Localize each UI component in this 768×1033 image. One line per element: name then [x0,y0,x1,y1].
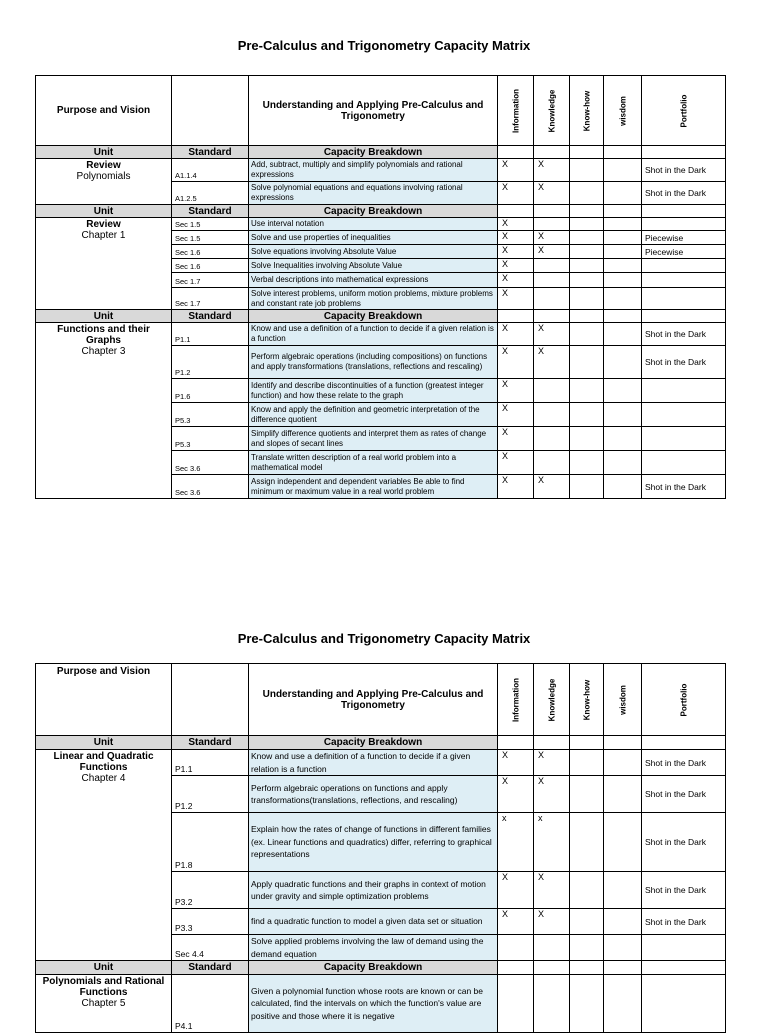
capacity-description: Solve Inequalities involving Absolute Value [249,259,498,273]
unit-name: Review [86,160,121,171]
wisdom-mark [604,245,642,259]
standard-code: Sec 3.6 [172,475,249,499]
information-mark: X [498,475,534,499]
blank-cell [570,310,604,323]
portfolio-entry [642,288,726,310]
capacity-description: Know and use a definition of a function to decide if a given relation is a function [249,323,498,346]
portfolio-entry: Shot in the Dark [642,813,726,872]
capacity-description: Solve equations involving Absolute Value [249,245,498,259]
blank-cell [604,146,642,159]
wisdom-mark [604,288,642,310]
portfolio-entry [642,379,726,403]
capacity-column-header: Capacity Breakdown [249,146,498,159]
subject-header: Understanding and Applying Pre-Calculus and Trigonometry [249,76,498,146]
unit-column-header: Unit [36,205,172,218]
blank-cell [604,736,642,750]
standard-code: P3.3 [172,909,249,935]
unit-name: Functions and their Graphs [57,324,150,346]
unit-column-header: Unit [36,146,172,159]
blank-cell [498,310,534,323]
capacity-description: Assign independent and dependent variables Be able to find minimum or maximum value in a real world problem [249,475,498,499]
subject-header: Understanding and Applying Pre-Calculus and Trigonometry [249,664,498,736]
capacity-description: Apply quadratic functions and their graphs in context of motion under gravity and simple optimization problems [249,872,498,909]
capacity-description: Solve polynomial equations and equations involving rational expressions [249,182,498,205]
know-how-mark [570,776,604,813]
information-mark: X [498,245,534,259]
know-how-mark [570,427,604,451]
know-how-mark [570,288,604,310]
table-row [36,218,726,231]
capacity-description: Given a polynomial function whose roots are known or can be calculated, find the intervals on which the function's value are positive and those where it is negative [249,975,498,1033]
column-header-label: Information [511,677,520,722]
wisdom-mark [604,872,642,909]
information-mark: X [498,159,534,182]
standard-code: P5.3 [172,403,249,427]
unit-name-cell [36,323,172,499]
knowledge-mark: X [534,750,570,776]
column-header-know-how [570,664,604,736]
know-how-mark [570,218,604,231]
blank-cell [604,961,642,975]
standard-code: Sec 1.5 [172,231,249,245]
portfolio-entry [642,935,726,961]
section-header-row [36,146,726,159]
unit-chapter: Chapter 5 [81,998,126,1009]
portfolio-entry: Shot in the Dark [642,159,726,182]
information-mark: X [498,218,534,231]
information-mark: x [498,813,534,872]
know-how-mark [570,273,604,288]
blank-cell [534,205,570,218]
wisdom-mark [604,159,642,182]
blank-cell [642,310,726,323]
portfolio-entry: Shot in the Dark [642,346,726,379]
unit-column-header: Unit [36,736,172,750]
unit-name-cell [36,218,172,310]
column-header-label: Information [511,88,520,133]
information-mark [498,935,534,961]
blank-cell [534,310,570,323]
knowledge-mark [534,935,570,961]
wisdom-mark [604,346,642,379]
capacity-description: Explain how the rates of change of functions in different families (ex. Linear functions and quadratics) differ, referring to graphical representations [249,813,498,872]
knowledge-mark: X [534,323,570,346]
column-header-label: Know-how [582,90,591,131]
standard-code: Sec 1.7 [172,273,249,288]
standard-code: P1.1 [172,750,249,776]
knowledge-mark: X [534,182,570,205]
information-mark: X [498,750,534,776]
portfolio-entry [642,273,726,288]
knowledge-mark: X [534,872,570,909]
column-header-wisdom [604,76,642,146]
wisdom-mark [604,813,642,872]
blank-cell [570,961,604,975]
knowledge-mark: x [534,813,570,872]
know-how-mark [570,935,604,961]
unit-chapter: Polynomials [76,171,131,182]
wisdom-mark [604,403,642,427]
wisdom-mark [604,182,642,205]
wisdom-mark [604,935,642,961]
wisdom-mark [604,379,642,403]
wisdom-mark [604,259,642,273]
wisdom-mark [604,776,642,813]
section-header-row [36,205,726,218]
information-mark: X [498,273,534,288]
blank-cell [498,205,534,218]
wisdom-mark [604,750,642,776]
blank-cell [534,736,570,750]
information-mark: X [498,323,534,346]
column-header-label: Portfolio [679,683,688,716]
blank-cell [498,736,534,750]
standard-column-header: Standard [172,205,249,218]
section-header-row [36,961,726,975]
capacity-matrix-table [35,75,726,499]
blank-header-cell [172,76,249,146]
portfolio-entry: Shot in the Dark [642,909,726,935]
purpose-vision-header: Purpose and Vision [36,76,172,146]
wisdom-mark [604,475,642,499]
information-mark: X [498,872,534,909]
knowledge-mark: X [534,475,570,499]
knowledge-mark [534,403,570,427]
capacity-description: Know and apply the definition and geometric interpretation of the difference quotient [249,403,498,427]
capacity-description: Solve applied problems involving the law of demand using the demand equation [249,935,498,961]
unit-name-cell [36,750,172,961]
know-how-mark [570,403,604,427]
unit-chapter: Chapter 3 [81,346,126,357]
capacity-description: Simplify difference quotients and interpret them as rates of change and slopes of secant lines [249,427,498,451]
standard-code: P1.8 [172,813,249,872]
blank-cell [642,736,726,750]
knowledge-mark: X [534,159,570,182]
blank-cell [642,146,726,159]
unit-name: Linear and Quadratic Functions [53,751,154,773]
knowledge-mark [534,273,570,288]
knowledge-mark: X [534,346,570,379]
standard-code: Sec 1.6 [172,259,249,273]
standard-column-header: Standard [172,961,249,975]
capacity-matrix-table [35,663,726,1033]
capacity-column-header: Capacity Breakdown [249,961,498,975]
standard-code: P1.2 [172,776,249,813]
standard-column-header: Standard [172,310,249,323]
know-how-mark [570,379,604,403]
portfolio-entry: Piecewise [642,231,726,245]
column-header-portfolio [642,76,726,146]
knowledge-mark [534,218,570,231]
standard-code: Sec 1.7 [172,288,249,310]
standard-code: P4.1 [172,975,249,1033]
information-mark: X [498,346,534,379]
portfolio-entry [642,451,726,475]
capacity-description: Perform algebraic operations (including compositions) on functions and apply transformations (translations, reflections and rescaling) [249,346,498,379]
column-header-wisdom [604,664,642,736]
portfolio-entry [642,427,726,451]
blank-cell [642,961,726,975]
know-how-mark [570,750,604,776]
know-how-mark [570,872,604,909]
standard-code: P5.3 [172,427,249,451]
wisdom-mark [604,273,642,288]
know-how-mark [570,245,604,259]
know-how-mark [570,475,604,499]
column-header-label: Know-how [582,679,591,720]
blank-cell [604,205,642,218]
standard-code: Sec 1.5 [172,218,249,231]
capacity-description: Add, subtract, multiply and simplify polynomials and rational expressions [249,159,498,182]
wisdom-mark [604,218,642,231]
standard-code: A1.2.5 [172,182,249,205]
blank-cell [570,146,604,159]
know-how-mark [570,346,604,379]
information-mark: X [498,451,534,475]
information-mark: X [498,288,534,310]
unit-name: Polynomials and Rational Functions [42,976,165,998]
wisdom-mark [604,231,642,245]
column-header-portfolio [642,664,726,736]
portfolio-entry: Piecewise [642,245,726,259]
column-header-information [498,664,534,736]
standard-code: Sec 1.6 [172,245,249,259]
portfolio-entry: Shot in the Dark [642,776,726,813]
knowledge-mark [534,259,570,273]
information-mark: X [498,379,534,403]
capacity-column-header: Capacity Breakdown [249,205,498,218]
portfolio-entry: Shot in the Dark [642,475,726,499]
capacity-column-header: Capacity Breakdown [249,310,498,323]
capacity-description: Verbal descriptions into mathematical expressions [249,273,498,288]
purpose-vision-header: Purpose and Vision [36,664,172,736]
knowledge-mark [534,379,570,403]
standard-code: P1.1 [172,323,249,346]
standard-code: P1.2 [172,346,249,379]
portfolio-entry: Shot in the Dark [642,323,726,346]
portfolio-entry [642,403,726,427]
page-title: Pre-Calculus and Trigonometry Capacity Matrix [237,38,531,53]
information-mark: X [498,427,534,451]
column-header-label: Portfolio [679,94,688,127]
column-header-label: Knowledge [547,89,556,132]
wisdom-mark [604,909,642,935]
wisdom-mark [604,427,642,451]
blank-cell [642,205,726,218]
knowledge-mark [534,288,570,310]
portfolio-entry [642,259,726,273]
capacity-column-header: Capacity Breakdown [249,736,498,750]
section-header-row [36,310,726,323]
unit-chapter: Chapter 4 [81,773,126,784]
column-header-label: wisdom [618,95,627,126]
header-row [36,664,726,736]
know-how-mark [570,451,604,475]
knowledge-mark [534,451,570,475]
capacity-description: find a quadratic function to model a given data set or situation [249,909,498,935]
wisdom-mark [604,323,642,346]
column-header-information [498,76,534,146]
unit-chapter: Chapter 1 [81,230,126,241]
standard-code: P3.2 [172,872,249,909]
column-header-know-how [570,76,604,146]
knowledge-mark: X [534,245,570,259]
blank-cell [498,961,534,975]
standard-code: P1.6 [172,379,249,403]
blank-cell [570,205,604,218]
capacity-description: Solve interest problems, uniform motion problems, mixture problems and constant rate job problems [249,288,498,310]
unit-name-cell [36,159,172,205]
know-how-mark [570,909,604,935]
blank-cell [570,736,604,750]
header-row [36,76,726,146]
knowledge-mark: X [534,776,570,813]
portfolio-entry: Shot in the Dark [642,750,726,776]
standard-column-header: Standard [172,146,249,159]
knowledge-mark [534,427,570,451]
column-header-label: wisdom [618,684,627,715]
capacity-description: Identify and describe discontinuities of a function (greatest integer function) and how these relate to the graph [249,379,498,403]
information-mark: X [498,259,534,273]
section-header-row [36,736,726,750]
information-mark: X [498,909,534,935]
unit-column-header: Unit [36,961,172,975]
capacity-description: Perform algebraic operations on functions and apply transformations(translations, reflections, and rescaling) [249,776,498,813]
blank-cell [534,146,570,159]
know-how-mark [570,231,604,245]
column-header-label: Knowledge [547,678,556,721]
capacity-description: Know and use a definition of a function to decide if a given relation is a function [249,750,498,776]
standard-code: Sec 4.4 [172,935,249,961]
blank-cell [604,310,642,323]
capacity-description: Solve and use properties of inequalities [249,231,498,245]
knowledge-mark: X [534,231,570,245]
standard-code: A1.1.4 [172,159,249,182]
blank-cell [498,146,534,159]
wisdom-mark [604,451,642,475]
standard-code: Sec 3.6 [172,451,249,475]
table-row [36,323,726,346]
blank-cell [534,961,570,975]
know-how-mark [570,323,604,346]
knowledge-mark: X [534,909,570,935]
unit-name: Review [86,219,121,230]
know-how-mark [570,159,604,182]
know-how-mark [570,813,604,872]
page-title: Pre-Calculus and Trigonometry Capacity Matrix [237,631,531,646]
table-row [36,750,726,776]
information-mark: X [498,403,534,427]
blank-header-cell [172,664,249,736]
column-header-knowledge [534,664,570,736]
capacity-description: Translate written description of a real world problem into a mathematical model [249,451,498,475]
capacity-description: Use interval notation [249,218,498,231]
portfolio-entry: Shot in the Dark [642,872,726,909]
standard-column-header: Standard [172,736,249,750]
column-header-knowledge [534,76,570,146]
portfolio-entry: Shot in the Dark [642,182,726,205]
know-how-mark [570,259,604,273]
know-how-mark [570,182,604,205]
portfolio-entry [642,218,726,231]
information-mark: X [498,231,534,245]
information-mark: X [498,776,534,813]
unit-column-header: Unit [36,310,172,323]
information-mark: X [498,182,534,205]
table-row [36,159,726,182]
